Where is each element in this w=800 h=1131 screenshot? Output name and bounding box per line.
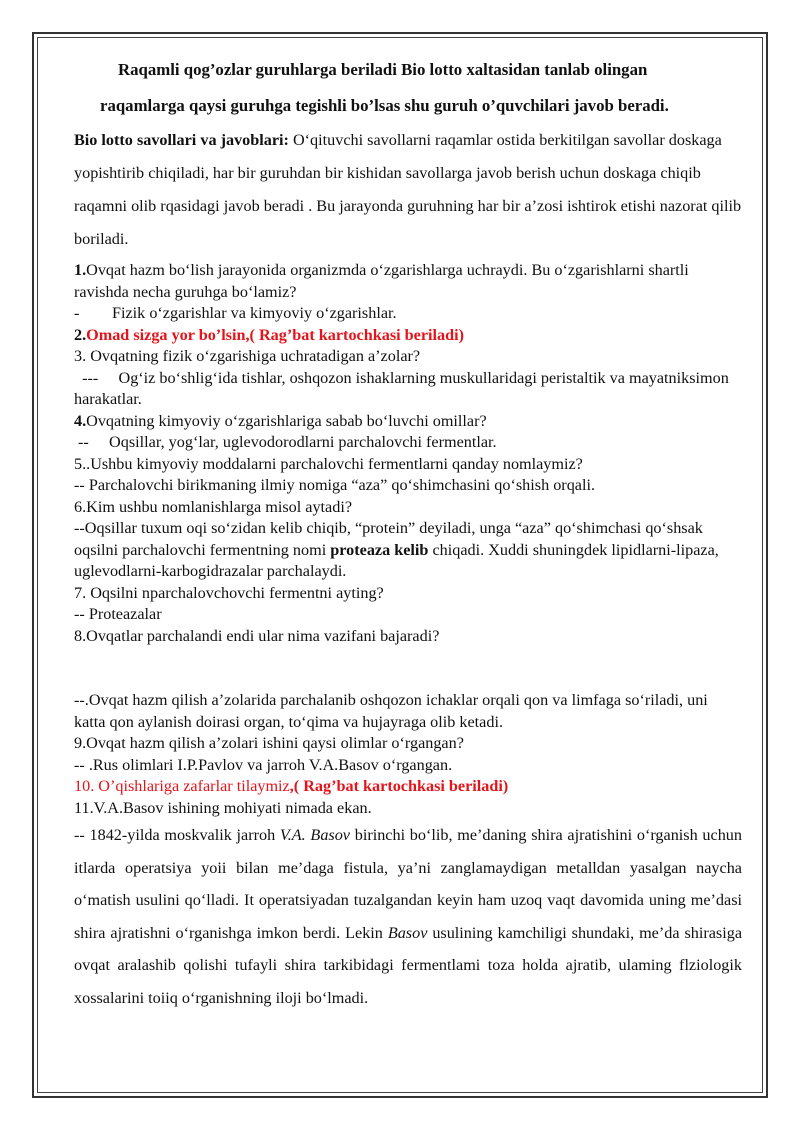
- question-7: 7. Oqsilni nparchalovchovchi fermentni ayting?: [74, 583, 384, 602]
- question-4: [74, 411, 742, 433]
- answer-dash: -: [74, 304, 80, 322]
- answer-4: -- Oqsillar, yog‘lar, uglevodorodlarni parchalovchi fermentlar.: [74, 433, 497, 451]
- title-line-1: Raqamli qog’ozlar guruhlarga beriladi Bio lotto xaltasidan tanlab olingan: [118, 60, 648, 79]
- answer-6: [74, 518, 742, 583]
- document-title: [74, 52, 742, 124]
- question-answer-list: [74, 260, 742, 819]
- answer-7: -- Proteazalar: [74, 605, 162, 623]
- spacer: [74, 647, 742, 690]
- paragraph-text: -- 1842-yilda moskvalik jarroh: [74, 826, 280, 844]
- paragraph-italic: Basov: [387, 923, 428, 942]
- paragraph-text: usulining kamchiligi shundaki, me’da shirasiga ovqat aralashib qolishi tufayli shira tarkibidagi fermentlami toza holda ajratib, ulaming flziologik xossalarini toiiq o‘rganishning iloji bo‘lmadi.: [74, 923, 742, 1007]
- question-6: 6.Kim ushbu nomlanishlarga misol aytadi?: [74, 497, 353, 516]
- reward-text: Omad sizga yor bo’lsin,( Rag’bat kartochkasi beriladi): [86, 325, 465, 344]
- answer-1: [74, 303, 742, 325]
- question-text: Ovqat hazm bo‘lish jarayonida organizmda o‘zgarishlarga uchraydi. Bu o‘zgarishlarni shartli ravishda necha guruhga bo‘lamiz?: [74, 261, 689, 301]
- answer-8: --.Ovqat hazm qilish a’zolarida parchalanib oshqozon ichaklar orqali qon va limfaga so‘riladi, uni katta qon aylanish doirasi organ, to‘qima va hujayraga olib ketadi.: [74, 691, 708, 731]
- paragraph-text: birinchi bo‘lib, me’daning shira ajratishini o‘rganish uchun itlarda operatsiya yoii bilan me’daga fistula, ya’ni zanglamaydigan metalldan yasalgan naycha o‘matish usulini qo‘lladi. It operatsiyadan tuzalgandan keyin ham uzoq vaqt davomida uning me’dasi shira ajratishni o‘rganishga imkon berdi. Lekin: [74, 826, 742, 942]
- answer-bold-text: proteaza kelib: [330, 540, 429, 559]
- question-3: 3. Ovqatning fizik o‘zgarishiga uchratadigan a’zolar?: [74, 347, 421, 365]
- answer-9: -- .Rus olimlari I.P.Pavlov va jarroh V.A.Basov o‘rgangan.: [74, 755, 453, 774]
- question-1: [74, 260, 742, 303]
- intro-text: O‘qituvchi savollarni raqamlar ostida berkitilgan savollar doskaga yopishtirib chiqiladi, har bir guruhdan bir kishidan savollarga javob berish uchun doskaga chiqib raqamni olib rqasidagi javob beradi . Bu jarayonda guruhning har bir a’zosi ishtirok etishi nazorat qilib boriladi.: [74, 131, 742, 248]
- reward-text: 10. O’qishlariga zafarlar tilaymiz: [74, 777, 290, 795]
- question-number: 4.: [74, 411, 87, 430]
- question-5: 5..Ushbu kimyoviy moddalarni parchalovchi fermentlarni qanday nomlaymiz?: [74, 454, 583, 473]
- basov-paragraph: [74, 819, 742, 1015]
- question-11: 11.V.A.Basov ishining mohiyati nimada ekan.: [74, 798, 372, 817]
- question-2: [74, 325, 742, 347]
- answer-5: -- Parchalovchi birikmaning ilmiy nomiga “aza” qo‘shimchasini qo‘shish orqali.: [74, 476, 596, 494]
- intro-label: Bio lotto savollari va javoblari:: [74, 131, 289, 149]
- question-number: 1.: [74, 261, 87, 279]
- paragraph-italic: V.A. Basov: [279, 826, 350, 844]
- intro-paragraph: [74, 124, 742, 256]
- title-line-2: raqamlarga qaysi guruhga tegishli bo’lsas shu guruh o’quvchilari javob beradi.: [100, 96, 669, 115]
- question-8: 8.Ovqatlar parchalandi endi ular nima vazifani bajaradi?: [74, 626, 440, 645]
- answer-text: chiqadi. Xuddi shuningdek lipidlarni-lipaza, uglevodlarni-karbogidrazalar parchalaydi.: [74, 540, 719, 580]
- document-body: [74, 52, 742, 1015]
- answer-text: Fizik o‘zgarishlar va kimyoviy o‘zgarishlar.: [112, 304, 397, 322]
- question-text: Ovqatning kimyoviy o‘zgarishlariga sabab bo‘luvchi omillar?: [86, 411, 487, 430]
- question-9: 9.Ovqat hazm qilish a’zolari ishini qaysi olimlar o‘rgangan?: [74, 734, 464, 752]
- answer-3: --- Og‘iz bo‘shlig‘ida tishlar, oshqozon ishaklarning muskullaridagi peristaltik va mayatniksimon harakatlar.: [74, 368, 733, 408]
- question-10: [74, 776, 742, 798]
- reward-text-bold: ,( Rag’bat kartochkasi beriladi): [289, 777, 509, 795]
- question-number: 2.: [74, 325, 87, 344]
- answer-text: --Oqsillar tuxum oqi so‘zidan kelib chiqib, “protein” deyiladi, unga “aza” qo‘shimchasi qo‘shsak oqsilni parchalovchi fermentning nomi: [74, 519, 703, 559]
